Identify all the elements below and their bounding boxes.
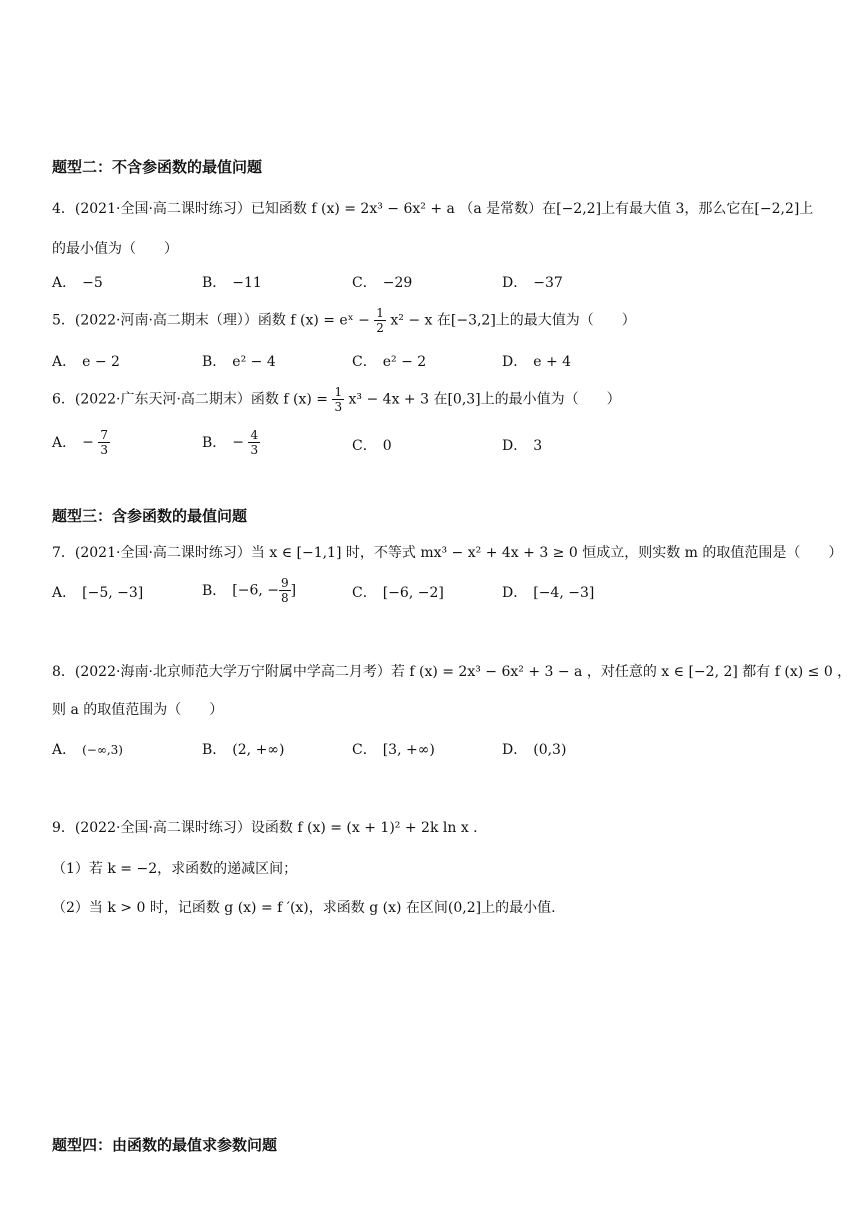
option-fraction bbox=[248, 428, 260, 457]
question-6-pre: 6．(2022·广东天河·高二期末）函数 f (x) = bbox=[52, 391, 328, 408]
question-7-option-a bbox=[52, 583, 143, 603]
question-5-option-c bbox=[352, 352, 426, 372]
option-key: D． bbox=[502, 438, 528, 454]
question-6-line-1 bbox=[52, 385, 621, 414]
option-key: A． bbox=[52, 275, 77, 291]
option-key: B． bbox=[202, 582, 227, 599]
option-pre: [−6, − bbox=[232, 582, 280, 599]
option-value: −5 bbox=[82, 275, 103, 291]
option-key: B． bbox=[202, 354, 227, 370]
fraction-numerator: 4 bbox=[250, 428, 259, 442]
question-7-line-1: 7．(2021·全国·高二课时练习）当 x ∈ [−1,1] 时，不等式 mx³ − x² + 4x + 3 ≥ 0 恒成立，则实数 m 的取值范围是（ ） bbox=[52, 545, 843, 561]
fraction-numerator: 7 bbox=[100, 428, 108, 442]
question-8-line-1: 8．(2022·海南·北京师范大学万宁附属中学高二月考）若 f (x) = 2x³ − 6x² + 3 − a ，对任意的 x ∈ [−2, 2] 都有 f (x) ≤ 0 ， bbox=[52, 664, 852, 680]
option-value: −29 bbox=[382, 275, 413, 291]
question-5-fraction bbox=[374, 306, 386, 335]
option-value: e² − 4 bbox=[232, 354, 276, 370]
option-value: 0 bbox=[382, 438, 392, 454]
question-7-option-b bbox=[202, 576, 296, 605]
option-value: [−5, −3] bbox=[82, 585, 144, 601]
option-fraction bbox=[98, 428, 110, 457]
option-value: (2, +∞) bbox=[232, 742, 285, 758]
question-5-post: x² − x 在[−3,2]上的最大值为（ ） bbox=[390, 312, 636, 329]
option-value: [3, +∞) bbox=[382, 742, 435, 758]
question-4-line-2: 的最小值为（ ） bbox=[52, 241, 178, 257]
question-6-option-b bbox=[202, 428, 260, 457]
option-value: [−4, −3] bbox=[533, 585, 595, 601]
question-8-line-2: 则 a 的取值范围为（ ） bbox=[52, 702, 224, 718]
question-4-option-d bbox=[502, 273, 563, 293]
question-8-option-d bbox=[502, 740, 566, 760]
option-key: D． bbox=[502, 354, 528, 370]
option-key: B． bbox=[202, 742, 227, 758]
option-key: D． bbox=[502, 742, 528, 758]
fraction-denominator: 3 bbox=[100, 443, 108, 457]
option-key: C． bbox=[352, 585, 377, 601]
question-5-line-1 bbox=[52, 306, 636, 335]
option-value: (0,3) bbox=[533, 742, 567, 758]
question-4-option-a bbox=[52, 273, 103, 293]
option-value: 3 bbox=[533, 438, 543, 454]
option-key: C． bbox=[352, 275, 377, 291]
question-4-line-1: 4．(2021·全国·高二课时练习）已知函数 f (x) = 2x³ − 6x² + a （a 是常数）在[−2,2]上有最大值 3，那么它在[−2,2]上 bbox=[52, 201, 814, 217]
question-5-option-b bbox=[202, 352, 276, 372]
fraction-denominator: 2 bbox=[376, 321, 384, 335]
fraction-denominator: 3 bbox=[250, 443, 259, 457]
question-6-option-c bbox=[352, 436, 392, 456]
option-key: C． bbox=[352, 354, 377, 370]
question-7-option-c bbox=[352, 583, 444, 603]
option-sign: − bbox=[232, 434, 245, 451]
fraction-numerator: 9 bbox=[281, 576, 289, 590]
option-sign: − bbox=[82, 434, 94, 451]
option-key: A． bbox=[52, 585, 77, 601]
fraction-denominator: 3 bbox=[334, 400, 343, 414]
question-6-post: x³ − 4x + 3 在[0,3]上的最小值为（ ） bbox=[348, 391, 621, 408]
option-key: C． bbox=[352, 438, 377, 454]
option-value: e + 4 bbox=[533, 354, 572, 370]
question-8-option-a bbox=[52, 740, 123, 760]
option-key: A． bbox=[52, 742, 77, 758]
question-6-fraction bbox=[332, 385, 344, 414]
option-key: B． bbox=[202, 275, 227, 291]
option-post: ] bbox=[290, 582, 297, 599]
option-value: −11 bbox=[232, 275, 262, 291]
question-5-pre: 5．(2022·河南·高二期末（理））函数 f (x) = eˣ − bbox=[52, 312, 370, 329]
option-key: A． bbox=[52, 354, 77, 370]
question-5-option-d bbox=[502, 352, 571, 372]
section-heading-3: 题型三：含参函数的最值问题 bbox=[52, 507, 248, 525]
question-6-option-a bbox=[52, 428, 110, 457]
option-key: D． bbox=[502, 585, 528, 601]
question-4-option-b bbox=[202, 273, 262, 293]
section-heading-4: 题型四：由函数的最值求参数问题 bbox=[52, 1136, 278, 1154]
fraction-numerator: 1 bbox=[376, 306, 384, 320]
question-9-part-2: （2）当 k > 0 时，记函数 g (x) = f ′(x)，求函数 g (x) 在区间(0,2]上的最小值. bbox=[52, 900, 556, 916]
question-8-option-c bbox=[352, 740, 435, 760]
question-8-option-b bbox=[202, 740, 284, 760]
option-key: D． bbox=[502, 275, 528, 291]
option-value: −37 bbox=[533, 275, 563, 291]
option-value: (−∞,3) bbox=[82, 743, 123, 757]
option-fraction bbox=[279, 576, 291, 605]
option-value: e − 2 bbox=[82, 354, 120, 370]
fraction-numerator: 1 bbox=[334, 385, 343, 399]
option-value: [−6, −2] bbox=[382, 585, 444, 601]
question-6-option-d bbox=[502, 436, 542, 456]
question-9-line-1: 9．(2022·全国·高二课时练习）设函数 f (x) = (x + 1)² + 2k ln x . bbox=[52, 820, 478, 836]
option-key: A． bbox=[52, 434, 77, 451]
section-heading-2: 题型二：不含参函数的最值问题 bbox=[52, 158, 263, 176]
question-7-option-d bbox=[502, 583, 594, 603]
option-value: e² − 2 bbox=[382, 354, 427, 370]
option-key: B． bbox=[202, 434, 227, 451]
question-9-part-1: （1）若 k = −2，求函数的递减区间； bbox=[52, 861, 298, 877]
question-5-option-a bbox=[52, 352, 120, 372]
option-key: C． bbox=[352, 742, 377, 758]
fraction-denominator: 8 bbox=[281, 591, 289, 605]
question-4-option-c bbox=[352, 273, 412, 293]
